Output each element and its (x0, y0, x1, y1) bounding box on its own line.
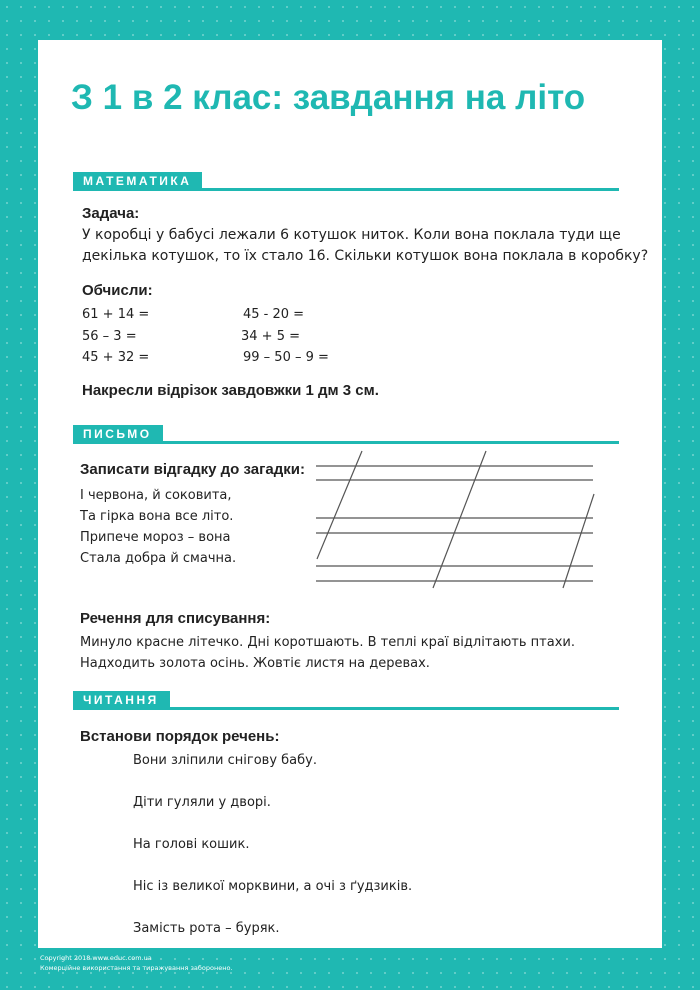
draw-task: Накресли відрізок завдовжки 1 дм 3 см. (82, 382, 379, 399)
sentence-item: Ніс із великої морквини, а очі з ґудзиків. (133, 879, 413, 894)
copyright-line: Copyright 2018 www.educ.com.ua (40, 954, 152, 962)
section-reading-header (73, 691, 619, 711)
order-heading: Встанови порядок речень: (80, 728, 280, 745)
worksheet-page (38, 40, 662, 948)
calc-expression: 61 + 14 = (82, 307, 150, 322)
calc-expression: 99 – 50 – 9 = (243, 350, 329, 365)
problem-text (82, 225, 648, 267)
page-title: З 1 в 2 клас: завдання на літо (71, 78, 586, 117)
section-writing-label: ПИСЬМО (73, 425, 163, 443)
calc-expression: 45 + 32 = (82, 350, 150, 365)
sentence-item: Вони зліпили снігову бабу. (133, 753, 317, 768)
copy-heading: Речення для списування: (80, 610, 271, 627)
riddle-line: Припече мороз – вона (80, 530, 231, 545)
handwriting-lines (316, 449, 596, 594)
riddle-line: Стала добра й смачна. (80, 551, 237, 566)
riddle-line: І червона, й соковита, (80, 488, 232, 503)
section-math-label: МАТЕМАТИКА (73, 172, 202, 190)
riddle-line: Та гірка вона все літо. (80, 509, 234, 524)
problem-line: У коробці у бабусі лежали 6 котушок ниток. Коли вона поклала туди ще (82, 227, 621, 243)
section-math-header (73, 172, 619, 192)
license-line: Комерційне використання та тиражування заборонено. (40, 964, 233, 972)
problem-line: декілька котушок, то їх стало 16. Скільки котушок вона поклала в коробку? (82, 248, 649, 264)
section-writing-header (73, 425, 619, 445)
sentence-item: На голові кошик. (133, 837, 250, 852)
riddle-heading: Записати відгадку до загадки: (80, 461, 305, 478)
copy-line: Минуло красне літечко. Дні коротшають. В теплі краї відлітають птахи. (80, 635, 575, 650)
calc-expression: 45 - 20 = (243, 307, 305, 322)
sentence-item: Діти гуляли у дворі. (133, 795, 271, 810)
calc-expression: 56 – 3 = (82, 329, 137, 344)
problem-heading: Задача: (82, 205, 140, 222)
calc-expression: 34 + 5 = (241, 329, 300, 344)
sentence-item: Замість рота – буряк. (133, 921, 280, 936)
calc-heading: Обчисли: (82, 282, 153, 299)
copy-line: Надходить золота осінь. Жовтіє листя на деревах. (80, 656, 430, 671)
section-reading-label: ЧИТАННЯ (73, 691, 170, 709)
footer-copyright (40, 953, 233, 973)
